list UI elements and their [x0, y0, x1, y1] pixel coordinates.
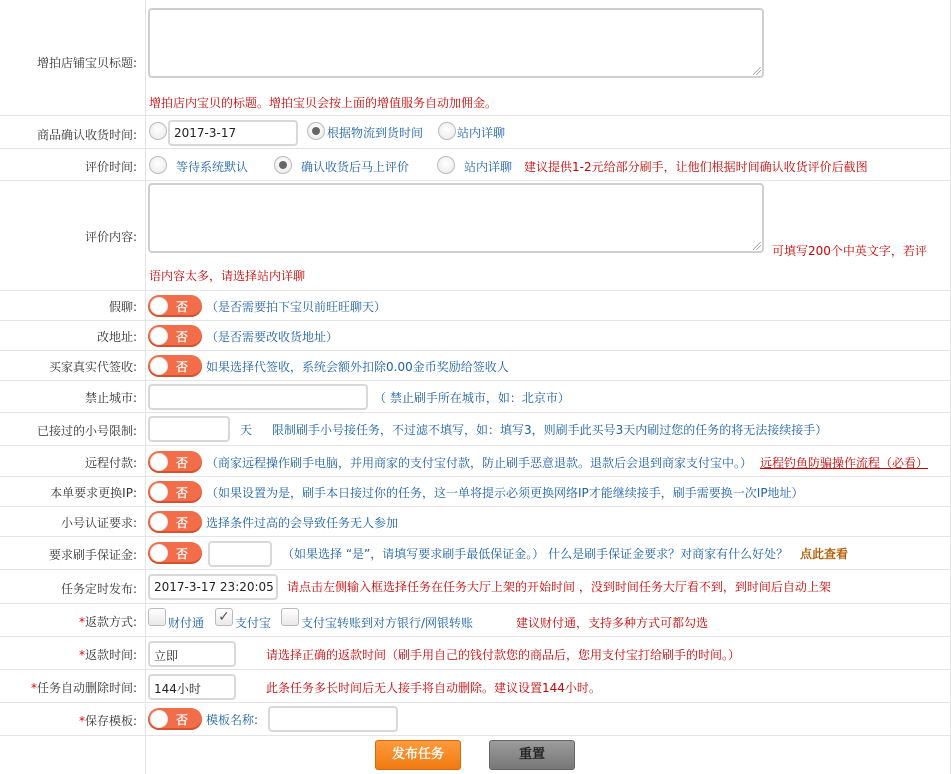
deposit-input[interactable]: [208, 541, 272, 567]
toggle-knob: [150, 513, 168, 531]
row-account-limit: [0, 413, 951, 446]
deposit-toggle[interactable]: [148, 542, 202, 564]
refund-time-hint: 请选择正确的返款时间（刷手用自己的钱付款您的商品后，您用支付宝打给刷手的时间。）: [266, 648, 741, 662]
row-confirm-time: [0, 116, 951, 149]
deposit-label: 要求刷手保证金:: [48, 548, 137, 562]
toggle-text: 否: [176, 330, 189, 344]
change-address-toggle[interactable]: [148, 325, 202, 347]
row-deposit: [0, 537, 951, 570]
ban-city-label: 禁止城市:: [84, 391, 137, 405]
toggle-text: 否: [176, 360, 189, 374]
toggle-text: 否: [176, 516, 189, 530]
resize-grip-icon[interactable]: [753, 67, 761, 75]
remote-pay-toggle[interactable]: [148, 451, 202, 473]
template-name-label: 模板名称:: [206, 713, 259, 727]
resize-grip-icon[interactable]: [753, 242, 761, 250]
account-limit-input[interactable]: [148, 416, 230, 442]
reset-button[interactable]: 重置: [489, 740, 575, 770]
row-verify: [0, 507, 951, 537]
save-template-label: [79, 712, 137, 729]
toggle-text: 否: [176, 713, 189, 727]
review-content-textarea[interactable]: [148, 183, 764, 253]
auto-delete-hint: 此条任务多长时间后无人接手将自动删除。建议设置144小时。: [266, 681, 601, 695]
confirm-logistics-label: 根据物流到货时间: [327, 126, 424, 140]
save-template-toggle[interactable]: [148, 708, 202, 730]
real-sign-hint: 如果选择代签收，系统会额外扣除0.00金币奖励给签收人: [206, 360, 509, 374]
refund-method-label: [79, 613, 137, 630]
required-star: *: [78, 714, 85, 728]
deposit-view-link[interactable]: 点此查看: [800, 547, 849, 561]
row-review-time: [0, 149, 951, 181]
account-limit-label: 已接过的小号限制:: [36, 424, 137, 438]
toggle-knob: [150, 327, 168, 345]
fake-chat-toggle[interactable]: [148, 295, 202, 317]
row-ban-city: [0, 381, 951, 413]
refund-bank-label: 支付宝转账到对方银行/网银转账: [301, 616, 474, 630]
extra-title-hint: 增拍店内宝贝的标题。增拍宝贝会按上面的增值服务自动加佣金。: [149, 96, 498, 110]
remote-pay-guide-link[interactable]: 远程钓鱼防骗操作流程（必看）: [760, 456, 929, 470]
refund-time-text: 返款时间:: [84, 648, 137, 662]
refund-bank-checkbox[interactable]: [281, 608, 299, 626]
row-review-content: [0, 181, 951, 291]
auto-delete-text: 任务自动删除时间:: [36, 681, 137, 695]
confirm-date-radio[interactable]: [149, 122, 167, 140]
refund-alipay-checkbox[interactable]: [215, 608, 233, 626]
toggle-text: 否: [176, 547, 189, 561]
schedule-label: 任务定时发布:: [60, 582, 137, 596]
refund-method-note: 建议财付通，支持多种方式可都勾选: [516, 616, 709, 630]
verify-label: 小号认证要求:: [60, 516, 137, 530]
required-star: *: [78, 648, 85, 662]
confirm-date-input[interactable]: 2017-3-17: [168, 120, 298, 146]
row-change-address: [0, 321, 951, 351]
toggle-knob: [150, 544, 168, 562]
check-icon: ✓: [218, 609, 230, 625]
ban-city-input[interactable]: [148, 384, 368, 410]
review-content-label: 评价内容:: [84, 230, 137, 244]
change-ip-toggle[interactable]: [148, 481, 202, 503]
account-limit-unit: 天: [240, 423, 253, 437]
row-fake-chat: [0, 291, 951, 321]
deposit-hint: （如果选择 “是”，请填写要求刷手最低保证金。） 什么是刷手保证金要求？对商家有什么好处？: [282, 547, 789, 561]
row-auto-delete: [0, 670, 951, 703]
remote-pay-label: 远程付款:: [84, 456, 137, 470]
fake-chat-hint: （是否需要拍下宝贝前旺旺聊天）: [206, 300, 387, 314]
fake-chat-label: 假聊:: [108, 300, 137, 314]
review-default-radio[interactable]: [149, 156, 167, 174]
toggle-text: 否: [176, 486, 189, 500]
toggle-text: 否: [176, 300, 189, 314]
refund-time-label: [79, 646, 137, 663]
refund-alipay-label: 支付宝: [235, 616, 272, 630]
auto-delete-label: [31, 679, 137, 696]
review-content-note-b: 语内容太多，请选择站内详聊: [149, 269, 306, 283]
confirm-chat-label: 站内详聊: [457, 126, 506, 140]
row-real-sign: [0, 351, 951, 381]
toggle-knob: [150, 453, 168, 471]
review-time-note: 建议提供1-2元给部分刷手，让他们根据时间确认收货评价后截图: [524, 160, 868, 174]
required-star: *: [78, 615, 85, 629]
review-immediate-radio[interactable]: [274, 156, 292, 174]
ban-city-hint: （ 禁止刷手所在城市，如：北京市）: [374, 391, 570, 405]
review-chat-radio[interactable]: [437, 156, 455, 174]
review-immediate-label: 确认收货后马上评价: [301, 160, 410, 174]
toggle-knob: [150, 483, 168, 501]
row-save-template: [0, 703, 951, 736]
auto-delete-select[interactable]: 144小时: [148, 674, 236, 700]
schedule-datetime-input[interactable]: 2017-3-17 23:20:05: [148, 574, 278, 600]
extra-title-label: 增拍店铺宝贝标题:: [36, 56, 137, 70]
real-sign-label: 买家真实代签收:: [48, 360, 137, 374]
refund-time-select[interactable]: 立即: [148, 641, 236, 667]
verify-toggle[interactable]: [148, 511, 202, 533]
template-name-input[interactable]: [268, 706, 398, 732]
review-content-note-a: 可填写200个中英文字，若评: [772, 244, 927, 258]
row-schedule: [0, 570, 951, 604]
change-address-label: 改地址:: [96, 330, 137, 344]
toggle-knob: [150, 357, 168, 375]
account-limit-hint: 限制刷手小号接任务，不过滤不填写，如：填写3，则刷手此买号3天内刷过您的任务的将无法接续接手）: [272, 423, 828, 437]
verify-hint: 选择条件过高的会导致任务无人参加: [206, 516, 399, 530]
review-default-label: 等待系统默认: [176, 160, 249, 174]
required-star: *: [30, 681, 37, 695]
refund-tenpay-label: 财付通: [168, 616, 205, 630]
toggle-knob: [150, 710, 168, 728]
extra-title-textarea[interactable]: [148, 8, 764, 78]
real-sign-toggle[interactable]: [148, 355, 202, 377]
change-address-hint: （是否需要改收货地址）: [206, 330, 339, 344]
row-remote-pay: [0, 446, 951, 477]
publish-task-button[interactable]: 发布任务: [375, 740, 461, 770]
change-ip-hint: （如果设置为是，刷手本日接过你的任务，这一单将提示必须更换网络IP才能继续接手，刷手需要换一次IP地址）: [206, 486, 804, 500]
review-chat-label: 站内详聊: [464, 160, 513, 174]
row-refund-method: [0, 604, 951, 637]
toggle-knob: [150, 297, 168, 315]
remote-pay-hint: （商家远程操作刷手电脑，并用商家的支付宝付款，防止刷手恶意退款。退款后会退到商家支付宝中。）: [206, 456, 753, 470]
row-extra-title: [0, 0, 951, 116]
review-time-label: 评价时间:: [84, 160, 137, 174]
row-refund-time: [0, 637, 951, 670]
confirm-chat-radio[interactable]: [438, 122, 456, 140]
confirm-logistics-radio[interactable]: [307, 122, 325, 140]
refund-tenpay-checkbox[interactable]: [148, 608, 166, 626]
change-ip-label: 本单要求更换IP:: [50, 486, 137, 500]
row-change-ip: [0, 477, 951, 507]
toggle-text: 否: [176, 456, 189, 470]
refund-method-text: 返款方式:: [84, 615, 137, 629]
save-template-text: 保存模板:: [84, 714, 137, 728]
confirm-time-label: 商品确认收货时间:: [36, 128, 137, 142]
schedule-hint: 请点击左侧输入框选择任务在任务大厅上架的开始时间 ，没到时间任务大厅看不到，到时间后自动上架: [287, 580, 831, 594]
